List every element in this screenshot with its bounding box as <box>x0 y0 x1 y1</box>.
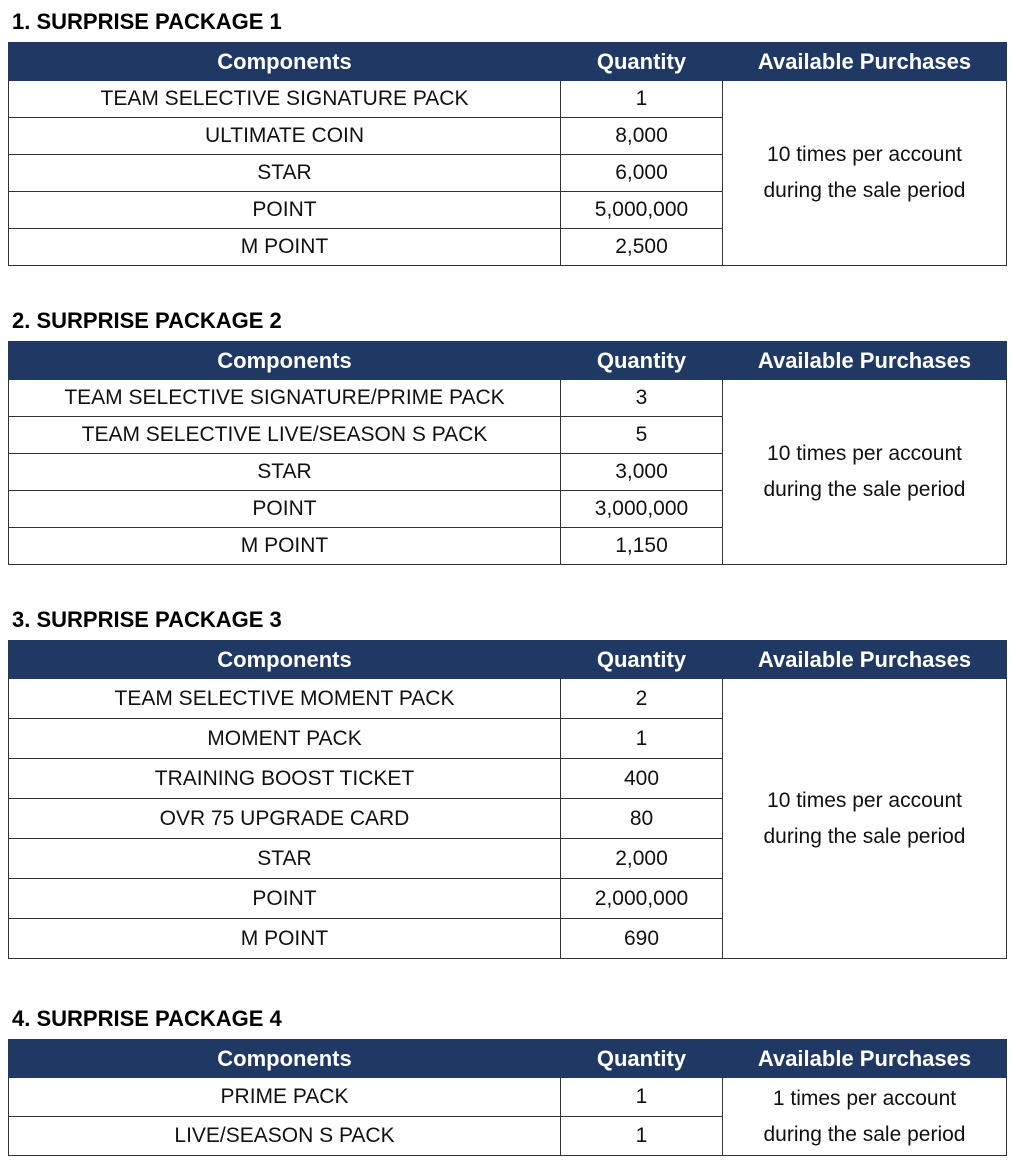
table-header-row <box>9 641 1007 679</box>
quantity-header: Quantity <box>561 342 723 380</box>
table-header-row <box>9 342 1007 380</box>
component-cell: M POINT <box>9 528 561 565</box>
component-cell: OVR 75 UPGRADE CARD <box>9 799 561 839</box>
quantity-cell: 5 <box>561 417 723 454</box>
available-cell <box>723 679 1007 959</box>
quantity-cell: 6,000 <box>561 155 723 192</box>
section-title: 3. SURPRISE PACKAGE 3 <box>12 607 282 632</box>
available-header: Available Purchases <box>723 641 1007 679</box>
components-header: Components <box>9 342 561 380</box>
component-cell: LIVE/SEASON S PACK <box>9 1117 561 1156</box>
quantity-cell: 1,150 <box>561 528 723 565</box>
component-cell: ULTIMATE COIN <box>9 118 561 155</box>
component-cell: POINT <box>9 879 561 919</box>
quantity-cell: 3,000 <box>561 454 723 491</box>
available-line-2: during the sale period <box>763 1122 966 1146</box>
available-line-2: during the sale period <box>763 824 966 848</box>
available-header: Available Purchases <box>723 43 1007 81</box>
component-cell: STAR <box>9 454 561 491</box>
quantity-cell: 3 <box>561 380 723 417</box>
table-header-row <box>9 1040 1007 1078</box>
quantity-cell: 80 <box>561 799 723 839</box>
available-cell <box>723 380 1007 565</box>
quantity-cell: 2 <box>561 679 723 719</box>
quantity-cell: 1 <box>561 719 723 759</box>
quantity-cell: 2,000 <box>561 839 723 879</box>
quantity-cell: 1 <box>561 1078 723 1117</box>
quantity-header: Quantity <box>561 641 723 679</box>
available-header: Available Purchases <box>723 342 1007 380</box>
quantity-cell: 1 <box>561 81 723 118</box>
component-cell: MOMENT PACK <box>9 719 561 759</box>
table-row <box>9 380 1007 417</box>
component-cell: STAR <box>9 839 561 879</box>
available-cell <box>723 81 1007 266</box>
package-section-4 <box>8 999 1006 1156</box>
table-row <box>9 679 1007 719</box>
package-table <box>8 1039 1007 1156</box>
component-cell: TEAM SELECTIVE MOMENT PACK <box>9 679 561 719</box>
quantity-cell: 400 <box>561 759 723 799</box>
section-title: 1. SURPRISE PACKAGE 1 <box>12 9 282 34</box>
component-cell: TEAM SELECTIVE SIGNATURE PACK <box>9 81 561 118</box>
quantity-cell: 3,000,000 <box>561 491 723 528</box>
quantity-cell: 2,500 <box>561 229 723 266</box>
component-cell: PRIME PACK <box>9 1078 561 1117</box>
components-header: Components <box>9 641 561 679</box>
quantity-header: Quantity <box>561 43 723 81</box>
quantity-cell: 2,000,000 <box>561 879 723 919</box>
section-title: 2. SURPRISE PACKAGE 2 <box>12 308 282 333</box>
available-line-1: 1 times per account <box>772 1086 957 1110</box>
components-header: Components <box>9 1040 561 1078</box>
quantity-cell: 5,000,000 <box>561 192 723 229</box>
quantity-cell: 1 <box>561 1117 723 1156</box>
package-table <box>8 341 1007 565</box>
package-table <box>8 640 1007 959</box>
section-title: 4. SURPRISE PACKAGE 4 <box>12 1006 282 1031</box>
available-line-1: 10 times per account <box>767 143 962 166</box>
available-line-2: during the sale period <box>763 478 966 501</box>
component-cell: TRAINING BOOST TICKET <box>9 759 561 799</box>
component-cell: STAR <box>9 155 561 192</box>
component-cell: M POINT <box>9 919 561 959</box>
table-row <box>9 1078 1007 1117</box>
available-cell <box>723 1078 1007 1156</box>
table-row <box>9 81 1007 118</box>
package-table <box>8 42 1007 266</box>
component-cell: POINT <box>9 491 561 528</box>
quantity-cell: 690 <box>561 919 723 959</box>
component-cell: TEAM SELECTIVE LIVE/SEASON S PACK <box>9 417 561 454</box>
package-section-2 <box>8 301 1006 565</box>
available-line-1: 10 times per account <box>767 442 962 465</box>
quantity-cell: 8,000 <box>561 118 723 155</box>
components-header: Components <box>9 43 561 81</box>
package-section-3 <box>8 600 1006 959</box>
available-line-2: during the sale period <box>763 179 966 202</box>
quantity-header: Quantity <box>561 1040 723 1078</box>
available-header: Available Purchases <box>723 1040 1007 1078</box>
available-line-1: 10 times per account <box>767 788 962 812</box>
table-header-row <box>9 43 1007 81</box>
component-cell: TEAM SELECTIVE SIGNATURE/PRIME PACK <box>9 380 561 417</box>
component-cell: POINT <box>9 192 561 229</box>
component-cell: M POINT <box>9 229 561 266</box>
package-section-1 <box>8 2 1006 266</box>
